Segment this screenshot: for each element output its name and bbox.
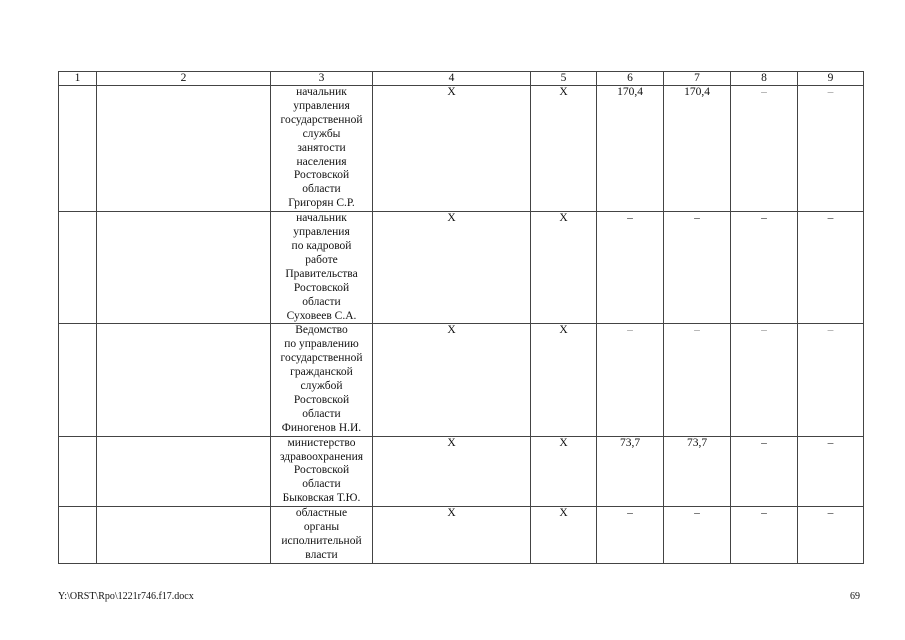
header-cell-7: 7 xyxy=(664,72,731,86)
col5-cell: Х xyxy=(531,507,597,564)
col9-cell: – xyxy=(798,324,864,436)
page-number: 69 xyxy=(850,591,860,602)
col7-cell: 73,7 xyxy=(664,436,731,507)
row-number-cell xyxy=(59,507,97,564)
row-number-cell xyxy=(59,212,97,324)
col7-cell: – xyxy=(664,212,731,324)
col8-cell: – xyxy=(731,324,798,436)
col6-cell: – xyxy=(597,212,664,324)
col4-cell: Х xyxy=(373,507,531,564)
col9-cell: – xyxy=(798,436,864,507)
row-number-cell xyxy=(59,324,97,436)
name-cell xyxy=(97,507,271,564)
col4-cell: Х xyxy=(373,436,531,507)
col4-cell: Х xyxy=(373,324,531,436)
header-cell-8: 8 xyxy=(731,72,798,86)
col9-cell: – xyxy=(798,507,864,564)
col7-cell: – xyxy=(664,507,731,564)
col5-cell: Х xyxy=(531,212,597,324)
footer-file-path: Y:\ORST\Rpo\1221r746.f17.docx xyxy=(58,591,194,602)
col8-cell: – xyxy=(731,212,798,324)
header-cell-5: 5 xyxy=(531,72,597,86)
data-table xyxy=(58,71,864,564)
col6-cell: 73,7 xyxy=(597,436,664,507)
row-number-cell xyxy=(59,86,97,212)
organization-cell: областные органы исполнительной власти xyxy=(271,507,373,564)
organization-cell: начальник управления по кадровой работе Правительства Ростовской области Суховеев С.А. xyxy=(271,212,373,324)
organization-cell: Ведомство по управлению государственной гражданской службой Ростовской области Финогенов Н.И. xyxy=(271,324,373,436)
organization-cell: министерство здравоохранения Ростовской области Быковская Т.Ю. xyxy=(271,436,373,507)
col9-cell: – xyxy=(798,86,864,212)
col9-cell: – xyxy=(798,212,864,324)
col7-cell: – xyxy=(664,324,731,436)
header-cell-9: 9 xyxy=(798,72,864,86)
header-cell-1: 1 xyxy=(59,72,97,86)
header-cell-2: 2 xyxy=(97,72,271,86)
col5-cell: Х xyxy=(531,324,597,436)
name-cell xyxy=(97,86,271,212)
col6-cell: – xyxy=(597,324,664,436)
header-row xyxy=(59,72,864,86)
table-row xyxy=(59,86,864,212)
header-cell-3: 3 xyxy=(271,72,373,86)
col5-cell: Х xyxy=(531,86,597,212)
table-row xyxy=(59,324,864,436)
col8-cell: – xyxy=(731,507,798,564)
header-cell-6: 6 xyxy=(597,72,664,86)
organization-cell: начальник управления государственной службы занятости населения Ростовской области Григорян С.Р. xyxy=(271,86,373,212)
col6-cell: 170,4 xyxy=(597,86,664,212)
col8-cell: – xyxy=(731,436,798,507)
name-cell xyxy=(97,212,271,324)
col5-cell: Х xyxy=(531,436,597,507)
name-cell xyxy=(97,324,271,436)
header-cell-4: 4 xyxy=(373,72,531,86)
col4-cell: Х xyxy=(373,212,531,324)
col7-cell: 170,4 xyxy=(664,86,731,212)
table-row xyxy=(59,212,864,324)
col4-cell: Х xyxy=(373,86,531,212)
col8-cell: – xyxy=(731,86,798,212)
table-row xyxy=(59,507,864,564)
col6-cell: – xyxy=(597,507,664,564)
name-cell xyxy=(97,436,271,507)
table-row xyxy=(59,436,864,507)
row-number-cell xyxy=(59,436,97,507)
